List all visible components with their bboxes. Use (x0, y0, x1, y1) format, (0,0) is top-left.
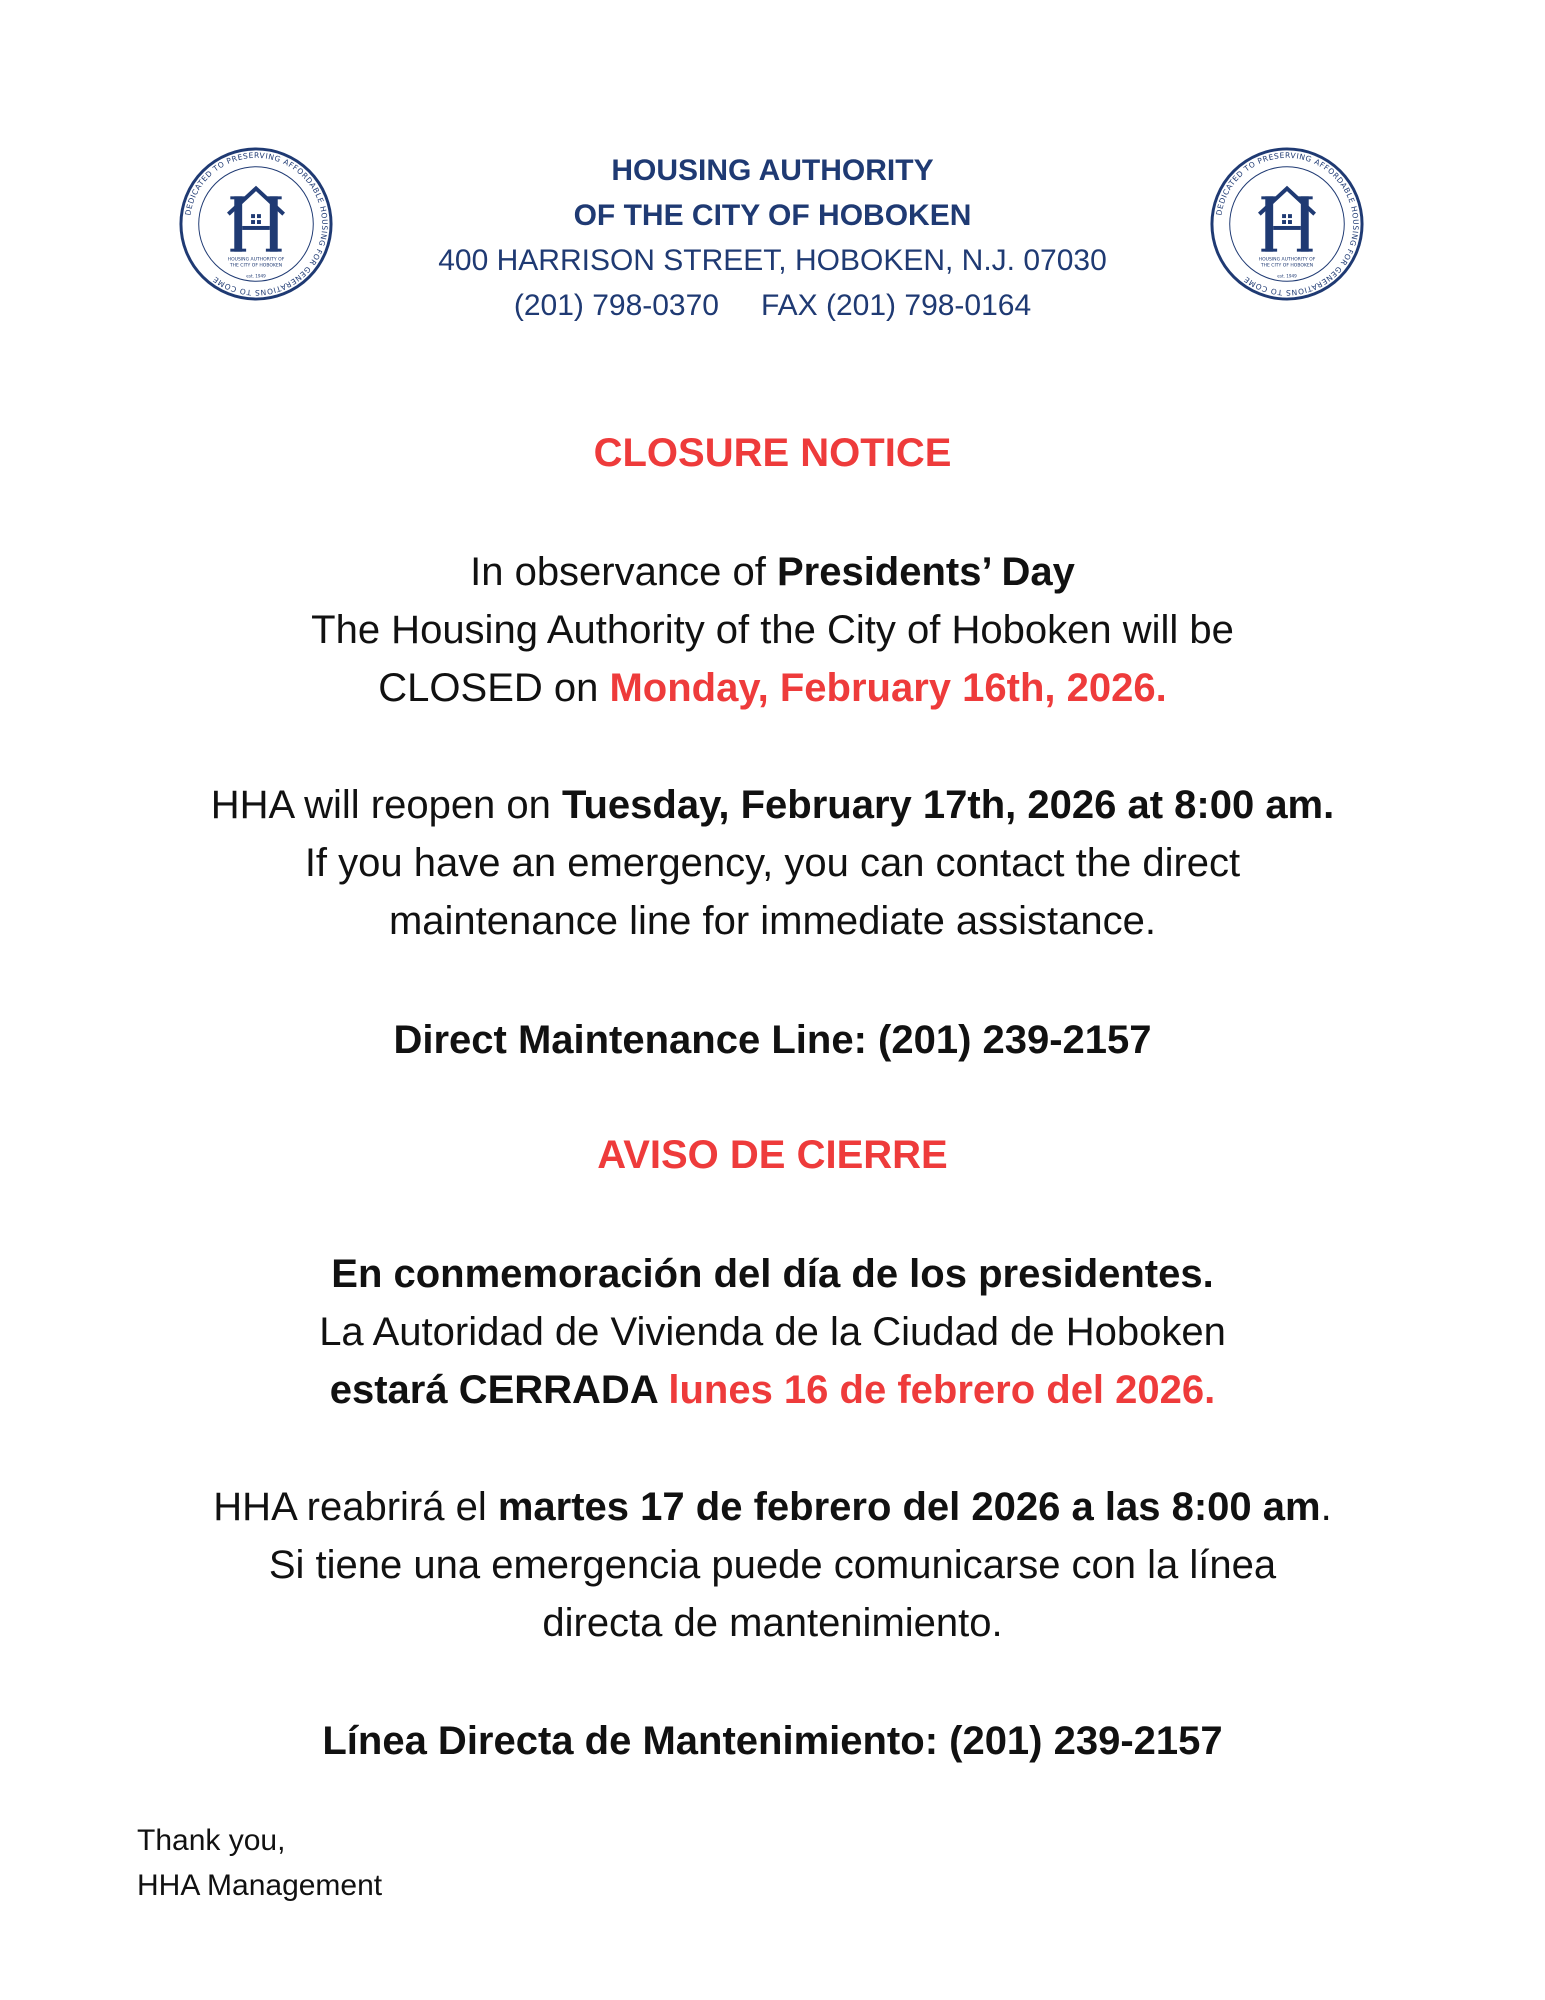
svg-text:est. 1949: est. 1949 (246, 273, 266, 279)
svg-text:HOUSING AUTHORITY OF: HOUSING AUTHORITY OF (1258, 257, 1316, 263)
signoff (137, 1818, 382, 1908)
closure-date: Monday, February 16th, 2026. (609, 666, 1167, 710)
english-line-maintenance: maintenance line for immediate assistance. (388, 899, 1157, 943)
spanish-paragraph-2 (0, 1478, 1545, 1652)
letterhead (0, 148, 1545, 328)
reopen-date: Tuesday, February 17th, 2026 at 8:00 am. (562, 783, 1335, 827)
seal-ring-text: DEDICATED TO PRESERVING AFFORDABLE HOUSING FOR GENERATIONS TO COME (183, 150, 330, 298)
aviso-de-cierre-title: AVISO DE CIERRE (597, 1133, 948, 1177)
english-paragraph-2 (0, 776, 1545, 950)
spanish-paragraph-1 (0, 1245, 1545, 1419)
english-line-closed: CLOSED on Monday, February 16th, 2026. (378, 666, 1167, 710)
fecha-cierre: lunes 16 de febrero del 2026. (668, 1368, 1216, 1412)
svg-text:THE CITY OF HOBOKEN: THE CITY OF HOBOKEN (1260, 263, 1314, 269)
signoff-thanks: Thank you, (137, 1824, 286, 1857)
english-maintenance-line: Direct Maintenance Line: (201) 239-2157 (393, 1018, 1152, 1062)
org-address: 400 HARRISON STREET, HOBOKEN, N.J. 07030 (438, 244, 1107, 277)
english-line-observance: In observance of Presidents’ Day (470, 550, 1075, 594)
signoff-from: HHA Management (137, 1869, 383, 1902)
spanish-line-autoridad: La Autoridad de Vivienda de la Ciudad de Hoboken (319, 1310, 1226, 1354)
spanish-line-conmemoracion: En conmemoración del día de los presidentes. (331, 1252, 1214, 1296)
closure-notice-title: CLOSURE NOTICE (593, 431, 952, 475)
spanish-maintenance-line: Línea Directa de Mantenimiento: (201) 239-2157 (322, 1719, 1223, 1763)
org-name-line2: OF THE CITY OF HOBOKEN (573, 199, 972, 232)
fecha-reapertura: martes 17 de febrero del 2026 a las 8:00 am (497, 1485, 1321, 1529)
org-fax: FAX (201) 798-0164 (760, 289, 1032, 322)
spanish-line-mantenimiento: directa de mantenimiento. (542, 1601, 1003, 1645)
holiday-name: Presidents’ Day (776, 550, 1075, 594)
svg-text:HOUSING AUTHORITY OF: HOUSING AUTHORITY OF (227, 257, 285, 263)
english-line-reopen: HHA will reopen on Tuesday, February 17th, 2026 at 8:00 am. (210, 783, 1335, 827)
org-contact (0, 283, 1545, 328)
svg-text:est. 1949: est. 1949 (1277, 273, 1297, 279)
org-name-line1: HOUSING AUTHORITY (611, 154, 934, 187)
english-line-authority: The Housing Authority of the City of Hoboken will be (311, 608, 1234, 652)
spanish-line-cerrada: estará CERRADA lunes 16 de febrero del 2026. (329, 1368, 1216, 1412)
seal-ring-text: DEDICATED TO PRESERVING AFFORDABLE HOUSING FOR GENERATIONS TO COME (1214, 150, 1361, 298)
english-paragraph-1 (0, 543, 1545, 717)
org-phone: (201) 798-0370 (513, 289, 719, 322)
spanish-line-reabrira: HHA reabrirá el martes 17 de febrero del 2026 a las 8:00 am. (213, 1485, 1332, 1529)
english-line-emergency: If you have an emergency, you can contact the direct (304, 841, 1241, 885)
svg-text:THE CITY OF HOBOKEN: THE CITY OF HOBOKEN (229, 263, 283, 269)
spanish-line-emergencia: Si tiene una emergencia puede comunicarse con la línea (268, 1543, 1277, 1587)
